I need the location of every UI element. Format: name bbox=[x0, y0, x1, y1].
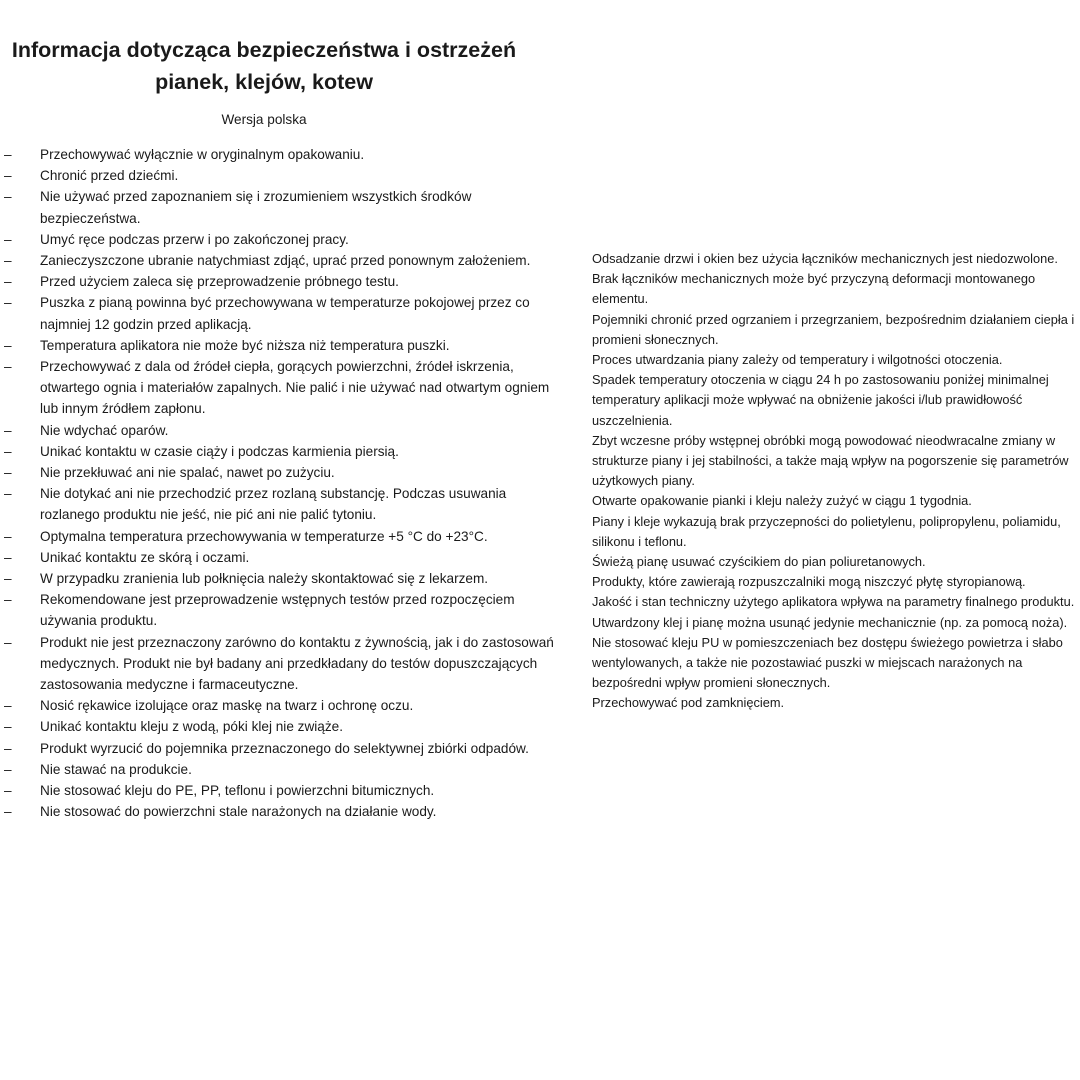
warning-text: Produkt nie jest przeznaczony zarówno do kontaktu z żywnością, jak i do zastosowań medycznych. Produkt nie był badany ani przedkładany do testów dopuszczających zastosowania medyczne i farmaceutyczne. bbox=[40, 634, 554, 693]
bullet-dash: – bbox=[4, 783, 12, 799]
bullet-dash: – bbox=[4, 698, 12, 714]
note-paragraph: Proces utwardzania piany zależy od temperatury i wilgotności otoczenia. bbox=[592, 352, 1003, 368]
warning-list-item bbox=[0, 441, 556, 462]
page-title bbox=[0, 34, 528, 98]
bullet-dash: – bbox=[4, 189, 12, 205]
warning-list-item bbox=[0, 738, 556, 759]
bullet-dash: – bbox=[4, 740, 12, 756]
warning-text: Nie stawać na produkcie. bbox=[40, 761, 192, 777]
warning-text: Produkt wyrzucić do pojemnika przeznaczonego do selektywnej zbiórki odpadów. bbox=[40, 740, 529, 756]
note-paragraph: Świeżą pianę usuwać czyścikiem do pian poliuretanowych. bbox=[592, 554, 926, 570]
warning-list-item bbox=[0, 547, 556, 568]
warning-text: Unikać kontaktu w czasie ciąży i podczas karmienia piersią. bbox=[40, 443, 399, 459]
bullet-dash: – bbox=[4, 486, 12, 502]
warning-text: Przechowywać wyłącznie w oryginalnym opakowaniu. bbox=[40, 147, 365, 162]
bullet-dash: – bbox=[4, 295, 12, 311]
additional-notes bbox=[592, 249, 1078, 714]
warning-text: Nie przekłuwać ani nie spalać, nawet po zużyciu. bbox=[40, 465, 335, 481]
bullet-dash: – bbox=[4, 168, 12, 184]
warning-list-item bbox=[0, 462, 556, 483]
warning-list-item bbox=[0, 632, 556, 696]
bullet-dash: – bbox=[4, 719, 12, 735]
page-title-line-1: Informacja dotycząca bezpieczeństwa i ostrzeżeń bbox=[11, 38, 517, 62]
warning-list-item bbox=[0, 759, 556, 780]
note-paragraph: Odsadzanie drzwi i okien bez użycia łączników mechanicznych jest niedozwolone. Brak łączników mechanicznych może być przyczyną deformacji montowanego elementu. bbox=[592, 251, 1058, 307]
bullet-dash: – bbox=[4, 549, 12, 565]
note-paragraph: Spadek temperatury otoczenia w ciągu 24 h po zastosowaniu poniżej minimalnej temperatury aplikacji może wpływać na obniżenie jakości i/lub prawidłowość uszczelnienia. bbox=[592, 372, 1049, 428]
bullet-dash: – bbox=[4, 359, 12, 375]
warning-text: Nie używać przed zapoznaniem się i zrozumieniem wszystkich środków bezpieczeństwa. bbox=[40, 189, 472, 226]
note-paragraph: Pojemniki chronić przed ogrzaniem i przegrzaniem, bezpośrednim działaniem ciepła i promieni słonecznych. bbox=[592, 311, 1075, 347]
warning-text: Unikać kontaktu ze skórą i oczami. bbox=[40, 549, 250, 565]
warning-list-item bbox=[0, 695, 556, 716]
bullet-dash: – bbox=[4, 804, 12, 820]
bullet-dash: – bbox=[4, 443, 12, 459]
warning-text: Przed użyciem zaleca się przeprowadzenie próbnego testu. bbox=[40, 274, 399, 290]
note-paragraph: Zbyt wczesne próby wstępnej obróbki mogą powodować nieodwracalne zmiany w strukturze piany i jej stabilności, a także mają wpływ na pogorszenie się parametrów użytkowych piany. bbox=[592, 432, 1069, 489]
warning-list-item bbox=[0, 483, 556, 525]
bullet-dash: – bbox=[4, 231, 12, 247]
bullet-dash: – bbox=[4, 253, 12, 269]
bullet-dash: – bbox=[4, 274, 12, 290]
warning-list-item bbox=[0, 271, 556, 292]
warning-list-item bbox=[0, 801, 556, 822]
warning-list-item bbox=[0, 250, 556, 271]
note-paragraph: Utwardzony klej i pianę można usunąć jedynie mechanicznie (np. za pomocą noża). bbox=[592, 614, 1068, 630]
warning-text: Umyć ręce podczas przerw i po zakończonej pracy. bbox=[40, 231, 349, 247]
note-paragraph: Piany i kleje wykazują brak przyczepności do polietylenu, polipropylenu, poliamidu, silikonu i teflonu. bbox=[592, 513, 1061, 549]
warning-list-item bbox=[0, 568, 556, 589]
warning-text: Nie stosować kleju do PE, PP, teflonu i powierzchni bitumicznych. bbox=[40, 783, 435, 799]
warning-text: Nie dotykać ani nie przechodzić przez rozlaną substancję. Podczas usuwania rozlanego produktu nie jeść, nie pić ani nie palić tytoniu. bbox=[40, 486, 507, 523]
bullet-dash: – bbox=[4, 422, 12, 438]
bullet-dash: – bbox=[4, 465, 12, 481]
warning-text: Rekomendowane jest przeprowadzenie wstępnych testów przed rozpoczęciem używania produktu. bbox=[40, 592, 515, 629]
warning-list-item bbox=[0, 356, 556, 420]
warning-list-item bbox=[0, 780, 556, 801]
safety-warnings-list bbox=[0, 144, 556, 823]
bullet-dash: – bbox=[4, 147, 12, 162]
warning-text: Chronić przed dziećmi. bbox=[40, 168, 179, 184]
warning-list-item bbox=[0, 716, 556, 737]
warning-list-item bbox=[0, 292, 556, 334]
note-paragraph: Nie stosować kleju PU w pomieszczeniach bez dostępu świeżego powietrza i słabo wentylowanych, a także nie pozostawiać puszki w miejscach narażonych na bezpośredni wpływ promieni słonecznych. bbox=[592, 634, 1063, 691]
warning-list-item bbox=[0, 420, 556, 441]
note-paragraph: Jakość i stan techniczny użytego aplikatora wpływa na parametry finalnego produktu. bbox=[592, 594, 1075, 610]
bullet-dash: – bbox=[4, 634, 12, 650]
warning-list-item bbox=[0, 589, 556, 631]
warning-list-item bbox=[0, 186, 556, 228]
warning-list-item bbox=[0, 144, 556, 165]
bullet-dash: – bbox=[4, 337, 12, 353]
note-paragraph: Produkty, które zawierają rozpuszczalniki mogą niszczyć płytę styropianową. bbox=[592, 574, 1026, 590]
note-paragraph: Przechowywać pod zamknięciem. bbox=[592, 695, 785, 711]
warning-text: W przypadku zranienia lub połknięcia należy skontaktować się z lekarzem. bbox=[40, 571, 489, 587]
bullet-dash: – bbox=[4, 592, 12, 608]
bullet-dash: – bbox=[4, 528, 12, 544]
warning-text: Nosić rękawice izolujące oraz maskę na twarz i ochronę oczu. bbox=[40, 698, 414, 714]
warning-list-item bbox=[0, 526, 556, 547]
version-subtitle: Wersja polska bbox=[221, 112, 307, 127]
bullet-dash: – bbox=[4, 761, 12, 777]
warning-text: Puszka z pianą powinna być przechowywana w temperaturze pokojowej przez co najmniej 12 godzin przed aplikacją. bbox=[40, 295, 530, 332]
warning-text: Zanieczyszczone ubranie natychmiast zdjąć, uprać przed ponownym założeniem. bbox=[40, 253, 531, 269]
warning-list-item bbox=[0, 335, 556, 356]
warning-text: Nie wdychać oparów. bbox=[40, 422, 169, 438]
bullet-dash: – bbox=[4, 571, 12, 587]
warning-text: Temperatura aplikatora nie może być niższa niż temperatura puszki. bbox=[40, 337, 450, 353]
note-paragraph: Otwarte opakowanie pianki i kleju należy zużyć w ciągu 1 tygodnia. bbox=[592, 493, 972, 509]
warning-text: Unikać kontaktu kleju z wodą, póki klej nie zwiąże. bbox=[40, 719, 343, 735]
warning-text: Optymalna temperatura przechowywania w temperaturze +5 °C do +23°C. bbox=[40, 528, 488, 544]
warning-list-item bbox=[0, 165, 556, 186]
warning-text: Nie stosować do powierzchni stale narażonych na działanie wody. bbox=[40, 804, 437, 820]
page-title-line-2: pianek, klejów, kotew bbox=[155, 70, 373, 94]
warning-text: Przechowywać z dala od źródeł ciepła, gorących powierzchni, źródeł iskrzenia, otwartego ognia i materiałów zapalnych. Nie palić i nie używać nad otwartym ogniem lub innym źródłem zapłonu. bbox=[40, 359, 550, 417]
warning-list-item bbox=[0, 229, 556, 250]
